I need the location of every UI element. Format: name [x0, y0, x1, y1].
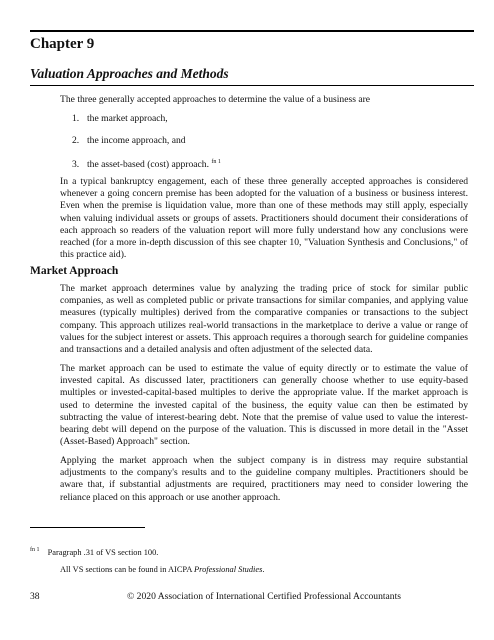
list-item: 2. the income approach, and — [72, 135, 186, 146]
market-paragraph-2: The market approach can be used to estimate the value of equity directly or to estimate the value of invested capital. As discussed later, practitioners can generally choose whether to use equity-based multiples or invested-capital-based multiples to derive the appropriate value. If the market approach is used to determine the invested capital of the business, the equity value can then be estimated by subtracting the value of interest-bearing debt. Note that the premise of value used to value the interest-bearing debt will depend on the purpose of the valuation. This is discussed in more detail in the "Asset (Asset-Based) Approach" section. — [60, 363, 468, 448]
footnote-rule — [30, 527, 145, 528]
bankruptcy-paragraph: In a typical bankruptcy engagement, each of these three generally accepted approaches is considered whenever a going concern premise has been adopted for the valuation of a business or business interest. Even when the premise is liquidation value, more than one of these methods may still apply, especially when valuing individual assets or groups of assets. Practitioners should document their considerations of each approach so readers of the valuation report will more fully understand how any conclusions were reached (for a more in-depth discussion of this see chapter 10, "Valuation Synthesis and Conclusions," of this practice aid). — [60, 176, 468, 261]
title-rule — [30, 85, 474, 86]
footnote-text: Paragraph .31 of VS section 100. — [47, 547, 159, 557]
top-rule — [30, 30, 474, 32]
footnote — [30, 545, 158, 558]
chapter-title: Valuation Approaches and Methods — [30, 66, 229, 81]
list-item: 3. the asset-based (cost) approach. $^{fn 1}$ — [72, 159, 221, 171]
intro-text: The three generally accepted approaches to determine the value of a business are — [60, 94, 371, 105]
list-item: 1. the market approach, — [72, 113, 168, 124]
chapter-label: Chapter 9 — [30, 36, 95, 52]
page-number: 38 — [30, 591, 40, 602]
footnote-note: All VS sections can be found in AICPA Professional Studies. — [60, 565, 265, 574]
section-heading: Market Approach — [30, 265, 119, 277]
footnote-ref[interactable]: fn 1 — [211, 159, 221, 165]
market-paragraph-1: The market approach determines value by analyzing the trading price of stock for similar public companies, as well as completed public or private transactions for similar companies, and applying value measures (typically multiples) derived from the comparative companies or transactions to the subject company. This approach utilizes real-world transactions in the marketplace to derive a value or range of values for the subject interest or assets. This approach requires a thorough search for guideline companies and transactions and a detailed analysis and often adjustment of the selected data. — [60, 283, 468, 356]
footnote-marker: fn 1 — [30, 547, 40, 553]
market-paragraph-3: Applying the market approach when the subject company is in distress may require substantial adjustments to the company's results and to the guideline company multiples. Practitioners should be aware that, if substantial adjustments are required, practitioners may need to consider lowering the reliance placed on this approach or use another approach. — [60, 455, 468, 503]
copyright: © 2020 Association of International Certified Professional Accountants — [127, 591, 401, 602]
